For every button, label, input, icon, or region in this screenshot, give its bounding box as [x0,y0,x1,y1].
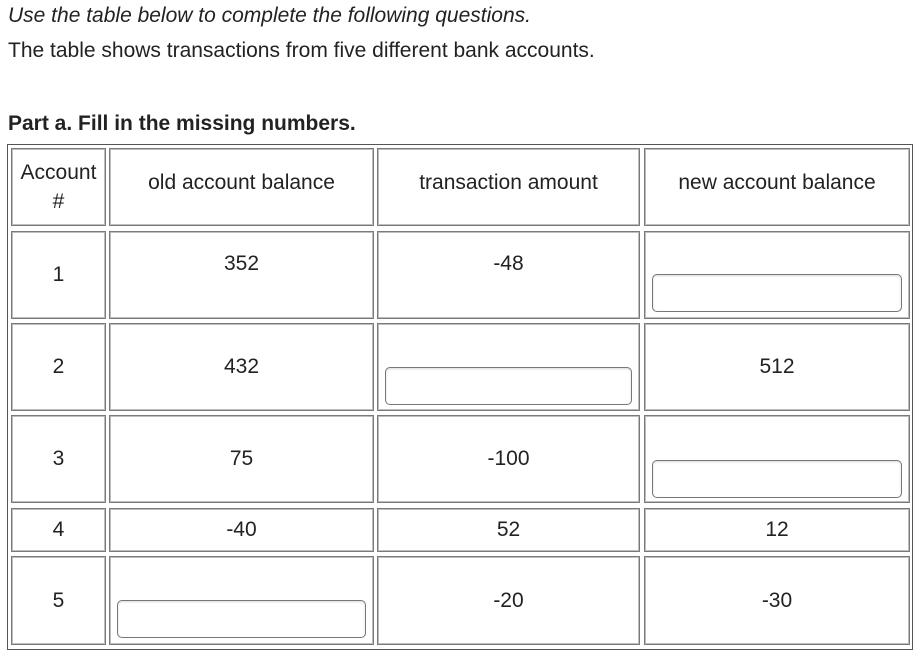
header-new-balance-label: new account balance [678,171,876,195]
row-2-transaction [377,323,640,411]
instructions-italic: Use the table below to complete the following questions. [8,4,531,27]
header-transaction-label: transaction amount [419,171,598,195]
row-2-old-balance-value: 432 [223,355,260,379]
transactions-table [7,144,913,650]
header-transaction [377,148,640,226]
row-2-account-value: 2 [52,355,65,379]
row-3-account [11,415,106,503]
row-2-new-balance-value: 512 [759,355,795,379]
header-old-balance-label: old account balance [148,171,335,195]
row-4-account [11,508,106,552]
row-1-new-balance [644,231,910,319]
row-3-transaction [377,415,640,503]
row-3-old-balance-value: 75 [229,447,254,471]
row-1-old-balance [109,231,374,319]
row-3-new-balance [644,415,910,503]
row-5-new-balance-value: -30 [761,588,793,612]
row-5-account [11,556,106,645]
instructions-text: The table shows transactions from five different bank accounts. [8,39,595,62]
row-2-transaction-input[interactable] [385,367,632,405]
header-account [11,148,106,226]
row-4-new-balance [644,508,910,552]
row-5-transaction-value: -20 [493,588,524,612]
row-5-old-balance-input[interactable] [117,600,366,638]
row-3-transaction-value: -100 [487,447,530,471]
row-2-account [11,323,106,411]
row-4-account-value: 4 [52,518,65,542]
row-5-old-balance [109,556,374,645]
header-old-balance [109,148,374,226]
row-3-old-balance [109,415,374,503]
row-5-new-balance [644,556,910,645]
row-4-old-balance-value: -40 [226,518,257,542]
row-5-account-value: 5 [52,588,65,612]
row-3-new-balance-input[interactable] [652,460,902,498]
row-3-account-value: 3 [52,447,65,471]
row-1-transaction-value: -48 [493,252,524,276]
header-account-hash: # [52,190,65,213]
header-account-label: Account [20,160,97,184]
row-1-new-balance-input[interactable] [652,274,902,312]
row-4-transaction [377,508,640,552]
row-4-old-balance [109,508,374,552]
row-1-account-value: 1 [52,263,65,287]
part-a-heading: Part a. Fill in the missing numbers. [8,112,356,135]
row-1-old-balance-value: 352 [223,252,260,276]
row-4-new-balance-value: 12 [765,518,789,542]
row-4-transaction-value: 52 [496,518,521,542]
row-2-new-balance [644,323,910,411]
row-2-old-balance [109,323,374,411]
row-1-account [11,231,106,319]
row-1-transaction [377,231,640,319]
header-new-balance [644,148,910,226]
row-5-transaction [377,556,640,645]
